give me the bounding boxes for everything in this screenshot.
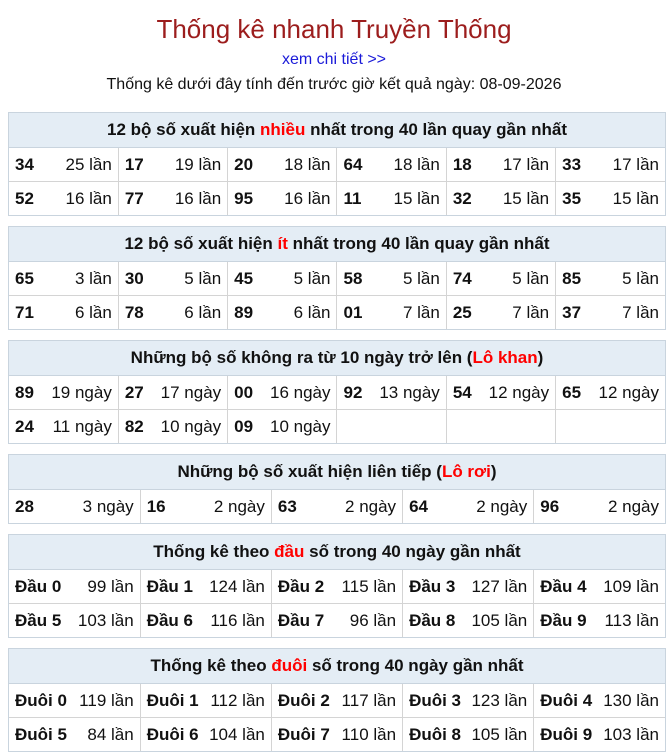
stat-count: 12 ngày bbox=[488, 382, 550, 402]
stat-number: Đầu 4 bbox=[540, 576, 587, 596]
stat-cell bbox=[403, 718, 534, 752]
stat-count: 18 lần bbox=[284, 154, 331, 174]
section-header bbox=[9, 455, 665, 490]
stat-cell bbox=[228, 262, 337, 296]
stat-count: 123 lần bbox=[471, 690, 528, 710]
stat-cell bbox=[337, 410, 446, 444]
stat-cell bbox=[556, 182, 665, 216]
section-title-highlight: nhiều bbox=[260, 120, 306, 139]
stat-cell bbox=[446, 148, 555, 182]
stat-cell bbox=[140, 570, 271, 604]
table-row bbox=[9, 604, 665, 638]
stat-number: 25 bbox=[452, 302, 472, 322]
stat-count: 5 lần bbox=[622, 268, 659, 288]
stat-cell bbox=[534, 604, 665, 638]
page-header bbox=[0, 0, 668, 95]
stat-count: 105 lần bbox=[471, 610, 528, 630]
stat-count: 19 lần bbox=[174, 154, 222, 174]
section-title-highlight: Lô khan bbox=[472, 348, 538, 367]
stat-count: 10 ngày bbox=[160, 416, 222, 436]
stat-number: Đuôi 5 bbox=[15, 724, 67, 744]
stat-count: 116 lần bbox=[210, 610, 265, 630]
stat-cell bbox=[556, 410, 665, 444]
stat-cell bbox=[9, 718, 140, 752]
stat-cell bbox=[118, 262, 227, 296]
stat-count: 16 lần bbox=[65, 188, 112, 208]
table-row bbox=[9, 490, 665, 523]
stat-cell bbox=[9, 410, 118, 444]
stat-number: Đầu 2 bbox=[277, 576, 325, 596]
stat-count: 3 lần bbox=[74, 268, 112, 288]
stat-number: 18 bbox=[452, 154, 472, 174]
stat-count: 5 lần bbox=[512, 268, 550, 288]
stat-count: 124 lần bbox=[209, 576, 265, 596]
stat-count: 99 lần bbox=[87, 576, 134, 596]
stat-number: 09 bbox=[234, 416, 254, 436]
stat-number: Đầu 0 bbox=[15, 576, 62, 596]
section-title-prefix: Thống kê theo bbox=[153, 542, 275, 561]
most-frequent-section bbox=[8, 112, 666, 216]
stat-number: 95 bbox=[234, 188, 254, 208]
stat-count: 15 lần bbox=[612, 188, 659, 208]
stat-number: 30 bbox=[124, 268, 144, 288]
stat-cell bbox=[556, 148, 665, 182]
stat-cell bbox=[9, 376, 118, 410]
stats-table bbox=[9, 570, 665, 637]
stat-cell bbox=[271, 718, 402, 752]
stat-cell bbox=[9, 684, 140, 718]
stat-cell bbox=[446, 296, 555, 330]
stat-number: 58 bbox=[343, 268, 363, 288]
stat-cell bbox=[228, 410, 337, 444]
stat-cell bbox=[337, 148, 446, 182]
section-header bbox=[9, 113, 665, 148]
stat-count: 110 lần bbox=[341, 724, 397, 744]
stat-count: 2 ngày bbox=[607, 496, 659, 516]
stat-cell bbox=[140, 684, 271, 718]
stat-count: 3 ngày bbox=[82, 496, 134, 516]
stat-cell bbox=[118, 296, 227, 330]
stat-number: 96 bbox=[540, 496, 560, 516]
stat-cell bbox=[337, 182, 446, 216]
table-row bbox=[9, 410, 665, 444]
stat-cell bbox=[140, 604, 271, 638]
section-title-prefix: Thống kê theo bbox=[150, 656, 272, 675]
page-subtitle: Thống kê dưới đây tính đến trước giờ kết quả ngày: 08-09-2026 bbox=[106, 76, 562, 93]
stat-count: 6 lần bbox=[74, 302, 112, 322]
stat-number: 64 bbox=[343, 154, 363, 174]
stat-cell bbox=[118, 182, 227, 216]
stat-number: Đầu 6 bbox=[146, 610, 193, 630]
stat-count: 11 ngày bbox=[52, 416, 112, 436]
stat-count: 17 lần bbox=[612, 154, 659, 174]
stat-cell bbox=[556, 262, 665, 296]
dau-section bbox=[8, 534, 666, 638]
section-title-suffix: số trong 40 ngày gần nhất bbox=[304, 542, 521, 561]
duoi-section bbox=[8, 648, 666, 752]
stat-number: Đầu 5 bbox=[15, 610, 62, 630]
stat-number: 77 bbox=[124, 188, 144, 208]
stat-cell bbox=[446, 376, 555, 410]
stat-number: 82 bbox=[124, 416, 144, 436]
stat-cell bbox=[403, 570, 534, 604]
stat-cell bbox=[140, 490, 271, 523]
stats-table bbox=[9, 376, 665, 443]
stat-cell bbox=[118, 376, 227, 410]
stats-table bbox=[9, 684, 665, 751]
stat-cell bbox=[446, 410, 555, 444]
stat-number: 64 bbox=[409, 496, 428, 516]
stat-count: 2 ngày bbox=[476, 496, 528, 516]
stat-number: 35 bbox=[562, 188, 582, 208]
stat-count: 6 lần bbox=[184, 302, 222, 322]
stat-cell bbox=[271, 490, 402, 523]
stat-cell bbox=[228, 296, 337, 330]
stat-count: 5 lần bbox=[402, 268, 440, 288]
stat-cell bbox=[228, 148, 337, 182]
stat-number: 54 bbox=[452, 382, 472, 402]
stat-number: 71 bbox=[15, 302, 34, 322]
stat-cell bbox=[403, 684, 534, 718]
section-title-highlight: đầu bbox=[274, 542, 305, 561]
section-header bbox=[9, 341, 665, 376]
stat-count: 6 lần bbox=[293, 302, 331, 322]
stat-cell bbox=[228, 182, 337, 216]
stat-number: Đầu 1 bbox=[146, 576, 193, 596]
section-header bbox=[9, 227, 665, 262]
stat-cell bbox=[534, 684, 665, 718]
stat-count: 115 lần bbox=[341, 576, 397, 596]
table-row bbox=[9, 718, 665, 752]
stat-cell bbox=[534, 718, 665, 752]
stat-cell bbox=[271, 570, 402, 604]
stat-number: Đầu 3 bbox=[409, 576, 456, 596]
stat-count: 103 lần bbox=[603, 724, 659, 744]
stat-number: Đuôi 0 bbox=[15, 690, 67, 710]
stat-cell bbox=[140, 718, 271, 752]
stat-count: 18 lần bbox=[393, 154, 440, 174]
least-frequent-section bbox=[8, 226, 666, 330]
stat-count: 130 lần bbox=[603, 690, 659, 710]
stat-cell bbox=[9, 570, 140, 604]
stat-number: 37 bbox=[562, 302, 582, 322]
stats-table bbox=[9, 490, 665, 523]
stat-cell bbox=[271, 604, 402, 638]
stat-count: 7 lần bbox=[622, 302, 659, 322]
stat-number: Đuôi 3 bbox=[409, 690, 462, 710]
stat-count: 10 ngày bbox=[269, 416, 331, 436]
stat-cell bbox=[534, 570, 665, 604]
table-row bbox=[9, 376, 665, 410]
section-title-highlight: ít bbox=[277, 234, 288, 253]
stat-number: Đuôi 1 bbox=[146, 690, 199, 710]
section-header bbox=[9, 535, 665, 570]
stat-cell bbox=[556, 376, 665, 410]
stat-number: 33 bbox=[562, 154, 582, 174]
stat-number: 16 bbox=[146, 496, 166, 516]
stat-number: 11 bbox=[343, 188, 362, 208]
stat-cell bbox=[228, 376, 337, 410]
stat-cell bbox=[446, 262, 555, 296]
stat-number: 34 bbox=[15, 154, 34, 174]
stat-cell bbox=[9, 148, 118, 182]
stat-count: 17 ngày bbox=[160, 382, 222, 402]
stat-number: Đuôi 9 bbox=[540, 724, 593, 744]
stat-number: 32 bbox=[452, 188, 472, 208]
section-title-suffix: số trong 40 ngày gần nhất bbox=[307, 656, 524, 675]
stat-number: 92 bbox=[343, 382, 363, 402]
stat-number: Đuôi 4 bbox=[540, 690, 593, 710]
stat-count: 12 ngày bbox=[598, 382, 659, 402]
stat-count: 112 lần bbox=[210, 690, 265, 710]
view-details-link[interactable]: xem chi tiết >> bbox=[281, 51, 387, 68]
stat-number: 52 bbox=[15, 188, 34, 208]
section-title-highlight: đuôi bbox=[271, 656, 308, 675]
stat-count: 19 ngày bbox=[51, 382, 112, 402]
stat-number: 89 bbox=[15, 382, 34, 402]
stat-number: Đuôi 8 bbox=[409, 724, 462, 744]
stat-cell bbox=[403, 604, 534, 638]
stat-number: 89 bbox=[234, 302, 254, 322]
stat-count: 2 ngày bbox=[345, 496, 397, 516]
stat-number: Đầu 8 bbox=[409, 610, 456, 630]
table-row bbox=[9, 182, 665, 216]
stat-count: 7 lần bbox=[402, 302, 440, 322]
stat-cell bbox=[118, 148, 227, 182]
section-title-suffix: ) bbox=[490, 462, 497, 481]
stat-count: 119 lần bbox=[79, 690, 134, 710]
stat-cell bbox=[271, 684, 402, 718]
stat-cell bbox=[534, 490, 665, 523]
table-row bbox=[9, 148, 665, 182]
stat-count: 117 lần bbox=[341, 690, 397, 710]
table-row bbox=[9, 684, 665, 718]
stat-count: 16 lần bbox=[174, 188, 222, 208]
table-row bbox=[9, 262, 665, 296]
stat-number: 17 bbox=[124, 154, 144, 174]
stat-cell bbox=[9, 604, 140, 638]
stat-count: 7 lần bbox=[512, 302, 550, 322]
stat-count: 104 lần bbox=[209, 724, 265, 744]
stat-number: 78 bbox=[124, 302, 144, 322]
stat-count: 16 lần bbox=[284, 188, 331, 208]
stat-count: 15 lần bbox=[393, 188, 440, 208]
stat-count: 16 ngày bbox=[269, 382, 331, 402]
stat-count: 2 ngày bbox=[213, 496, 265, 516]
stat-count: 5 lần bbox=[293, 268, 331, 288]
stat-count: 13 ngày bbox=[379, 382, 440, 402]
stats-table bbox=[9, 262, 665, 329]
section-title-suffix: nhất trong 40 lần quay gần nhất bbox=[287, 234, 550, 253]
stat-number: Đầu 9 bbox=[540, 610, 587, 630]
section-title-prefix: Những bộ số xuất hiện liên tiếp ( bbox=[177, 462, 442, 481]
stat-count: 96 lần bbox=[349, 610, 397, 630]
stat-number: Đầu 7 bbox=[277, 610, 325, 630]
section-title-prefix: Những bộ số không ra từ 10 ngày trở lên ( bbox=[130, 348, 473, 367]
stat-cell bbox=[9, 490, 140, 523]
stat-count: 113 lần bbox=[604, 610, 659, 630]
stat-number: 24 bbox=[15, 416, 34, 436]
section-title-highlight: Lô rơi bbox=[441, 462, 491, 481]
stat-cell bbox=[9, 182, 118, 216]
stat-number: Đuôi 2 bbox=[277, 690, 330, 710]
stat-count: 5 lần bbox=[184, 268, 222, 288]
stat-count: 103 lần bbox=[77, 610, 134, 630]
stat-count: 84 lần bbox=[87, 724, 134, 744]
stat-cell bbox=[118, 410, 227, 444]
lo-khan-section bbox=[8, 340, 666, 444]
section-title-suffix: ) bbox=[537, 348, 544, 367]
stat-number: 20 bbox=[234, 154, 254, 174]
stat-number: 00 bbox=[234, 382, 254, 402]
table-row bbox=[9, 296, 665, 330]
page-title: Thống kê nhanh Truyền Thống bbox=[156, 14, 512, 44]
stat-count: 17 lần bbox=[502, 154, 550, 174]
stat-number: 65 bbox=[562, 382, 582, 402]
stat-number: Đuôi 7 bbox=[277, 724, 330, 744]
stat-number: 28 bbox=[15, 496, 34, 516]
stat-number: 63 bbox=[277, 496, 297, 516]
stat-number: 85 bbox=[562, 268, 582, 288]
section-header bbox=[9, 649, 665, 684]
stat-cell bbox=[446, 182, 555, 216]
stat-count: 15 lần bbox=[502, 188, 550, 208]
stat-cell bbox=[9, 296, 118, 330]
section-title-prefix: 12 bộ số xuất hiện bbox=[124, 234, 278, 253]
section-title-prefix: 12 bộ số xuất hiện bbox=[106, 120, 261, 139]
stat-cell bbox=[556, 296, 665, 330]
stat-count: 109 lần bbox=[603, 576, 659, 596]
stats-table bbox=[9, 148, 665, 215]
table-row bbox=[9, 570, 665, 604]
stat-count: 25 lần bbox=[65, 154, 112, 174]
stat-cell bbox=[337, 262, 446, 296]
stat-cell bbox=[337, 296, 446, 330]
stat-count: 127 lần bbox=[471, 576, 528, 596]
stat-number: 27 bbox=[124, 382, 144, 402]
stat-number: 65 bbox=[15, 268, 34, 288]
stat-cell bbox=[337, 376, 446, 410]
section-title-suffix: nhất trong 40 lần quay gần nhất bbox=[305, 120, 568, 139]
lo-roi-section bbox=[8, 454, 666, 524]
stat-count: 105 lần bbox=[471, 724, 528, 744]
stat-number: 01 bbox=[343, 302, 363, 322]
stat-cell bbox=[9, 262, 118, 296]
stat-cell bbox=[403, 490, 534, 523]
stat-number: 74 bbox=[452, 268, 472, 288]
stat-number: 45 bbox=[234, 268, 254, 288]
stat-number: Đuôi 6 bbox=[146, 724, 199, 744]
